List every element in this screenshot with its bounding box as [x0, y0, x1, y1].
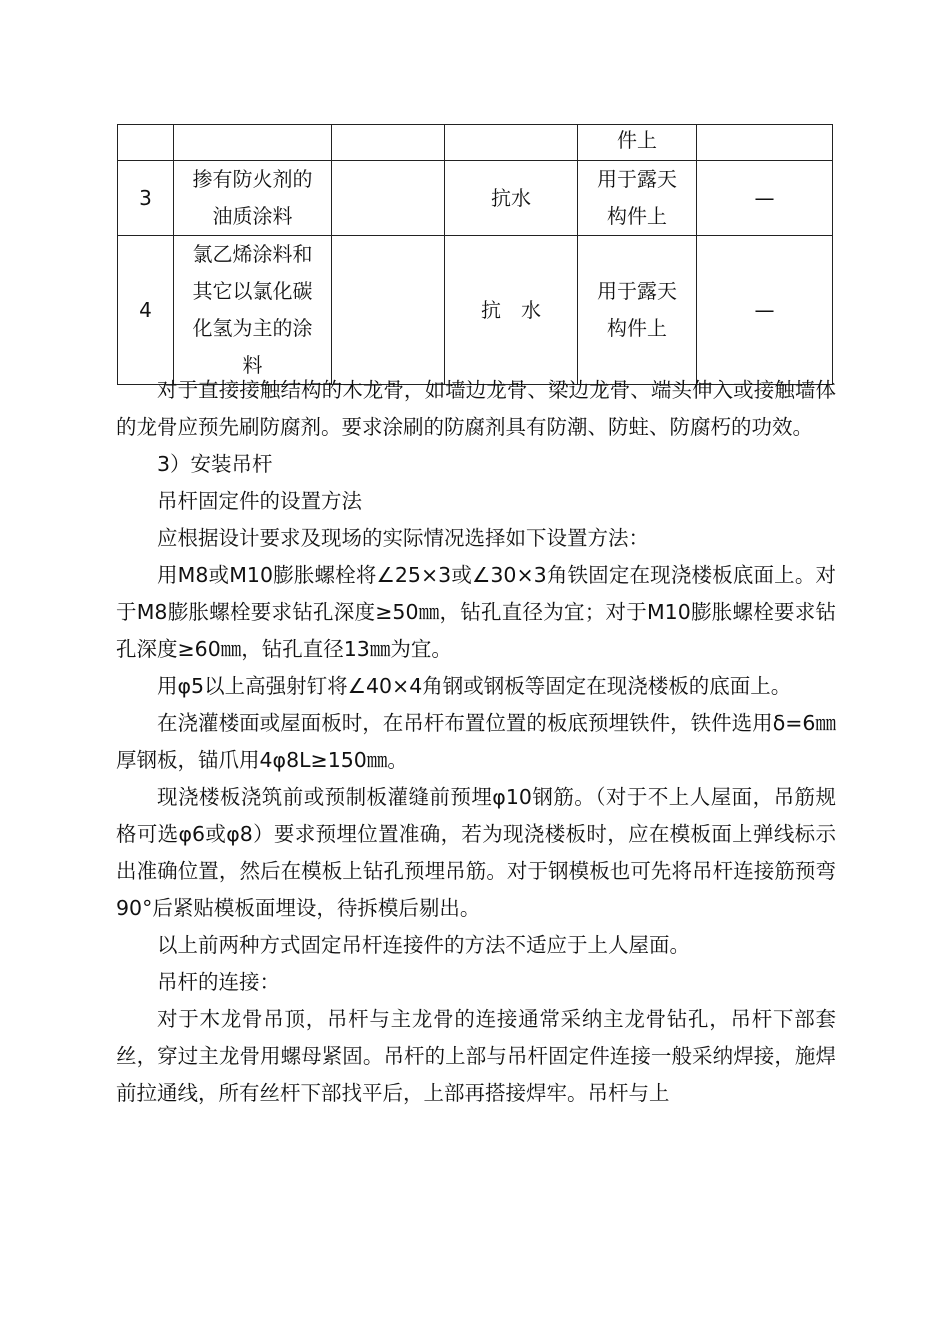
- usage-text: 件上: [617, 128, 657, 152]
- row-number: [118, 125, 174, 161]
- table-cell: [332, 125, 445, 161]
- paragraph: 应根据设计要求及现场的实际情况选择如下设置方法：: [157, 526, 649, 550]
- coating-name: 掺有防火剂的油质涂料: [174, 161, 332, 236]
- body-text: [116, 372, 836, 1112]
- table-row: [118, 161, 833, 236]
- table-cell: [332, 236, 445, 385]
- paragraph: 以上前两种方式固定吊杆连接件的方法不适应于上人屋面。: [157, 933, 690, 957]
- row-number: 4: [118, 236, 174, 385]
- paragraph: 用M8或M10膨胀螺栓将∠25×3或∠30×3角铁固定在现浇楼板底面上。对于M8膨胀螺栓要求钻孔深度≥50㎜，钻孔直径为宜；对于M10膨胀螺栓要求钻孔深度≥60㎜，钻孔直径13㎜为宜。: [116, 563, 836, 661]
- table-row: [118, 236, 833, 385]
- coating-property: 抗 水: [445, 236, 578, 385]
- coating-note: —: [697, 161, 833, 236]
- paragraph: 对于木龙骨吊顶，吊杆与主龙骨的连接通常采纳主龙骨钻孔，吊杆下部套丝，穿过主龙骨用螺母紧固。吊杆的上部与吊杆固定件连接一般采纳焊接，施焊前拉通线，所有丝杆下部找平后，上部再搭接焊牢。吊杆与上: [116, 1007, 836, 1105]
- paragraph: 对于直接接触结构的木龙骨，如墙边龙骨、梁边龙骨、端头伸入或接触墙体的龙骨应预先刷防腐剂。要求涂刷的防腐剂具有防潮、防蛀、防腐朽的功效。: [116, 378, 836, 439]
- coating-note: [697, 125, 833, 161]
- coating-usage: 用于露天构件上: [578, 236, 697, 385]
- row-number: 3: [118, 161, 174, 236]
- coating-note: —: [697, 236, 833, 385]
- paragraph: 现浇楼板浇筑前或预制板灌缝前预埋φ10钢筋。（对于不上人屋面，吊筋规格可选φ6或φ8）要求预埋位置准确，若为现浇楼板时，应在模板面上弹线标示出准确位置，然后在模板上钻孔预埋吊筋。对于钢模板也可先将吊杆连接筋预弯90°后紧贴模板面埋设，待拆模后剔出。: [116, 785, 836, 920]
- table-cell: [332, 161, 445, 236]
- paragraph: 吊杆固定件的设置方法: [157, 489, 362, 513]
- coating-table: [117, 124, 833, 385]
- coating-property: [445, 125, 578, 161]
- section-heading: 3）安装吊杆: [157, 452, 273, 476]
- coating-property: 抗水: [445, 161, 578, 236]
- paragraph: 吊杆的连接：: [157, 970, 280, 994]
- table-row: [118, 125, 833, 161]
- coating-usage: 用于露天构件上: [578, 161, 697, 236]
- coating-name: 氯乙烯涂料和其它以氯化碳化氢为主的涂料: [174, 236, 332, 385]
- paragraph: 在浇灌楼面或屋面板时，在吊杆布置位置的板底预埋铁件，铁件选用δ=6㎜厚钢板，锚爪用4φ8L≥150㎜。: [116, 711, 836, 772]
- paragraph: 用φ5以上高强射钉将∠40×4角钢或钢板等固定在现浇楼板的底面上。: [157, 674, 792, 698]
- coating-name: [174, 125, 332, 161]
- coating-usage: [578, 125, 697, 161]
